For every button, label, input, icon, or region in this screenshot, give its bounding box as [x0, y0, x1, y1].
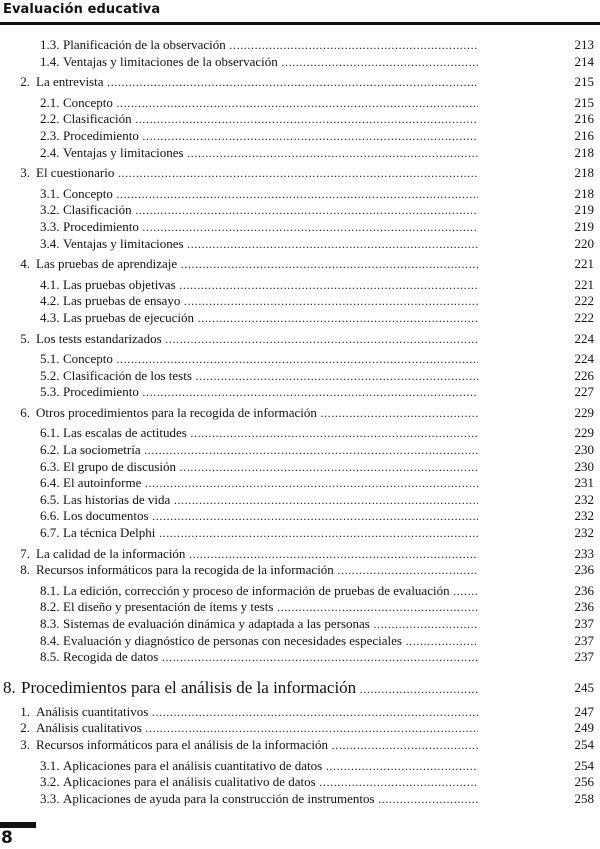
entry-number: 8. [3, 677, 16, 697]
entry-number: 8.5. [40, 649, 60, 665]
entry-number: 4. [20, 256, 30, 272]
toc-entry [0, 368, 600, 385]
entry-page: 224 [574, 330, 594, 346]
entry-page: 237 [574, 616, 594, 631]
entry-title: Aplicaciones para el análisis cualitativo de datos ..... [63, 774, 478, 791]
entry-number: 3.2. [40, 202, 60, 218]
toc-entry [0, 774, 600, 791]
toc-entry [0, 37, 600, 54]
entry-number: 2. [20, 74, 30, 90]
entry-page: 232 [574, 525, 594, 541]
toc-entry [0, 475, 600, 492]
entry-page: 215 [574, 94, 594, 110]
entry-number: 2.2. [40, 111, 60, 127]
entry-title: Ventajas y limitaciones de la observación ..... [63, 54, 478, 71]
entry-page: 254 [574, 736, 594, 752]
entry-title: El cuestionario ..... [36, 165, 478, 182]
entry-page: 249 [574, 720, 594, 736]
entry-number: 1.3. [40, 37, 60, 52]
running-header: Evaluación educativa [3, 2, 161, 17]
entry-title: Planificación de la observación ..... [63, 37, 478, 54]
entry-page: 226 [574, 367, 594, 383]
toc-entry [0, 74, 600, 91]
entry-title: La edición, corrección y proceso de información de pruebas de evaluación ..... [63, 583, 478, 600]
entry-title: Evaluación y diagnóstico de personas con necesidades especiales ..... [63, 633, 478, 650]
entry-page: 258 [574, 790, 594, 806]
entry-title: Sistemas de evaluación dinámica y adaptada a las personas ..... [63, 616, 478, 633]
entry-number: 6. [20, 404, 30, 420]
toc-entry [0, 737, 600, 754]
entry-number: 8.2. [40, 599, 60, 615]
entry-title: Clasificación de los tests ..... [63, 368, 478, 385]
entry-title: Procedimientos para el análisis de la información ..... [21, 676, 478, 701]
entry-number: 1. [20, 703, 30, 719]
entry-number: 3.3. [40, 218, 60, 234]
toc-entry [0, 616, 600, 633]
entry-page: 218 [574, 144, 594, 160]
entry-title: Ventajas y limitaciones ..... [63, 145, 478, 162]
entry-page: 220 [574, 235, 594, 251]
entry-page: 247 [574, 703, 594, 719]
toc-entry [0, 442, 600, 459]
entry-page: 245 [574, 679, 594, 695]
entry-page: 254 [574, 757, 594, 773]
entry-number: 4.1. [40, 276, 60, 292]
toc-entry [0, 145, 600, 162]
entry-page: 224 [574, 351, 594, 367]
toc-entry [0, 111, 600, 128]
entry-page: 233 [574, 545, 594, 561]
entry-number: 3.1. [40, 185, 60, 201]
entry-page: 236 [574, 599, 594, 615]
entry-number: 5. [20, 330, 30, 346]
toc-entry [0, 293, 600, 310]
entry-page: 216 [574, 111, 594, 127]
entry-title: Las historias de vida ..... [63, 492, 478, 509]
toc-entry [0, 459, 600, 476]
toc-entry [0, 384, 600, 401]
toc-chapter [0, 676, 600, 700]
toc-entry [0, 633, 600, 650]
entry-number: 3. [20, 736, 30, 752]
toc-entry [0, 310, 600, 327]
entry-number: 2. [20, 720, 30, 736]
toc-entry [0, 351, 600, 368]
entry-page: 218 [574, 165, 594, 181]
entry-number: 4.2. [40, 293, 60, 309]
entry-page: 236 [574, 582, 594, 598]
entry-number: 1.4. [40, 53, 60, 69]
entry-title: Las escalas de actitudes ..... [63, 425, 478, 442]
entry-title: Ventajas y limitaciones ..... [63, 236, 478, 253]
toc-entry [0, 546, 600, 563]
entry-page: 229 [574, 404, 594, 420]
entry-title: Recursos informáticos para el análisis de la información ..... [36, 737, 478, 754]
entry-number: 6.7. [40, 525, 60, 541]
entry-number: 6.1. [40, 425, 60, 441]
entry-title: El grupo de discusión ..... [63, 459, 478, 476]
toc-entry [0, 128, 600, 145]
toc-entry [0, 54, 600, 71]
entry-page: 230 [574, 458, 594, 474]
entry-title: Clasificación ..... [63, 111, 478, 128]
entry-title: Análisis cualitativos ..... [36, 720, 478, 737]
entry-title: Recogida de datos ..... [63, 649, 478, 666]
entry-page: 214 [574, 53, 594, 69]
entry-number: 3.2. [40, 774, 60, 790]
entry-title: Procedimiento ..... [63, 219, 478, 236]
entry-page: 232 [574, 508, 594, 524]
entry-page: 222 [574, 293, 594, 309]
entry-page: 216 [574, 127, 594, 143]
entry-number: 8.4. [40, 632, 60, 648]
entry-page: 229 [574, 425, 594, 441]
entry-page: 232 [574, 491, 594, 507]
entry-page: 213 [574, 37, 594, 52]
entry-title: El autoinforme ..... [63, 475, 478, 492]
toc-entry [0, 425, 600, 442]
entry-number: 6.5. [40, 491, 60, 507]
entry-title: La técnica Delphi ..... [63, 525, 478, 542]
toc-entry [0, 704, 600, 721]
entry-title: Las pruebas de ejecución ..... [63, 310, 478, 327]
entry-title: Análisis cuantitativos ..... [36, 704, 478, 721]
toc-entry [0, 599, 600, 616]
entry-number: 3.1. [40, 757, 60, 773]
entry-number: 3. [20, 165, 30, 181]
toc-entry [0, 562, 600, 579]
entry-title: Procedimiento ..... [63, 128, 478, 145]
entry-page: 215 [574, 74, 594, 90]
entry-number: 6.3. [40, 458, 60, 474]
toc-entry [0, 583, 600, 600]
entry-page: 221 [574, 276, 594, 292]
entry-page: 231 [574, 475, 594, 491]
toc-entry [0, 525, 600, 542]
entry-title: Las pruebas objetivas ..... [63, 277, 478, 294]
entry-title: Los documentos ..... [63, 508, 478, 525]
toc-entry [0, 219, 600, 236]
toc-entry [0, 186, 600, 203]
entry-page: 219 [574, 202, 594, 218]
table-of-contents [0, 37, 600, 807]
entry-title: Clasificación ..... [63, 202, 478, 219]
toc-entry [0, 236, 600, 253]
entry-title: El diseño y presentación de ítems y tests ..... [63, 599, 478, 616]
entry-title: Aplicaciones para el análisis cuantitativo de datos ..... [63, 758, 478, 775]
toc-entry [0, 405, 600, 422]
toc-entry [0, 277, 600, 294]
entry-page: 227 [574, 384, 594, 400]
entry-title: Concepto ..... [63, 351, 478, 368]
entry-title: Otros procedimientos para la recogida de información ..... [36, 405, 478, 422]
entry-number: 8.1. [40, 582, 60, 598]
entry-title: Recursos informáticos para la recogida de la información ..... [36, 562, 478, 579]
entry-page: 237 [574, 632, 594, 648]
entry-number: 7. [20, 545, 30, 561]
entry-number: 5.2. [40, 367, 60, 383]
header-rule [0, 22, 600, 25]
toc-entry [0, 758, 600, 775]
toc-entry [0, 492, 600, 509]
entry-title: Las pruebas de aprendizaje ..... [36, 256, 478, 273]
entry-page: 230 [574, 442, 594, 458]
entry-page: 222 [574, 309, 594, 325]
toc-entry [0, 720, 600, 737]
entry-page: 237 [574, 649, 594, 665]
entry-title: Las pruebas de ensayo ..... [63, 293, 478, 310]
entry-page: 218 [574, 185, 594, 201]
entry-title: La entrevista ..... [36, 74, 478, 91]
entry-page: 221 [574, 256, 594, 272]
entry-number: 2.4. [40, 144, 60, 160]
entry-title: La sociometría ..... [63, 442, 478, 459]
toc-entry [0, 331, 600, 348]
toc-entry [0, 95, 600, 112]
entry-title: Aplicaciones de ayuda para la construcción de instrumentos ..... [63, 791, 478, 808]
entry-number: 6.2. [40, 442, 60, 458]
entry-number: 3.4. [40, 235, 60, 251]
page-number: 8 [1, 828, 13, 848]
toc-entry [0, 649, 600, 666]
entry-number: 6.6. [40, 508, 60, 524]
entry-number: 8. [20, 562, 30, 578]
entry-number: 8.3. [40, 616, 60, 631]
entry-title: Los tests estandarizados ..... [36, 331, 478, 348]
toc-entry [0, 256, 600, 273]
entry-title: Concepto ..... [63, 186, 478, 203]
entry-number: 2.1. [40, 94, 60, 110]
toc-entry [0, 508, 600, 525]
entry-number: 5.3. [40, 384, 60, 400]
toc-entry [0, 165, 600, 182]
entry-number: 6.4. [40, 475, 60, 491]
entry-page: 256 [574, 774, 594, 790]
entry-title: La calidad de la información ..... [36, 546, 478, 563]
entry-number: 3.3. [40, 790, 60, 806]
entry-title: Concepto ..... [63, 95, 478, 112]
entry-number: 4.3. [40, 309, 60, 325]
entry-title: Procedimiento ..... [63, 384, 478, 401]
entry-page: 236 [574, 562, 594, 578]
toc-entry [0, 202, 600, 219]
entry-number: 2.3. [40, 127, 60, 143]
entry-page: 219 [574, 218, 594, 234]
toc-entry [0, 791, 600, 808]
entry-number: 5.1. [40, 351, 60, 367]
